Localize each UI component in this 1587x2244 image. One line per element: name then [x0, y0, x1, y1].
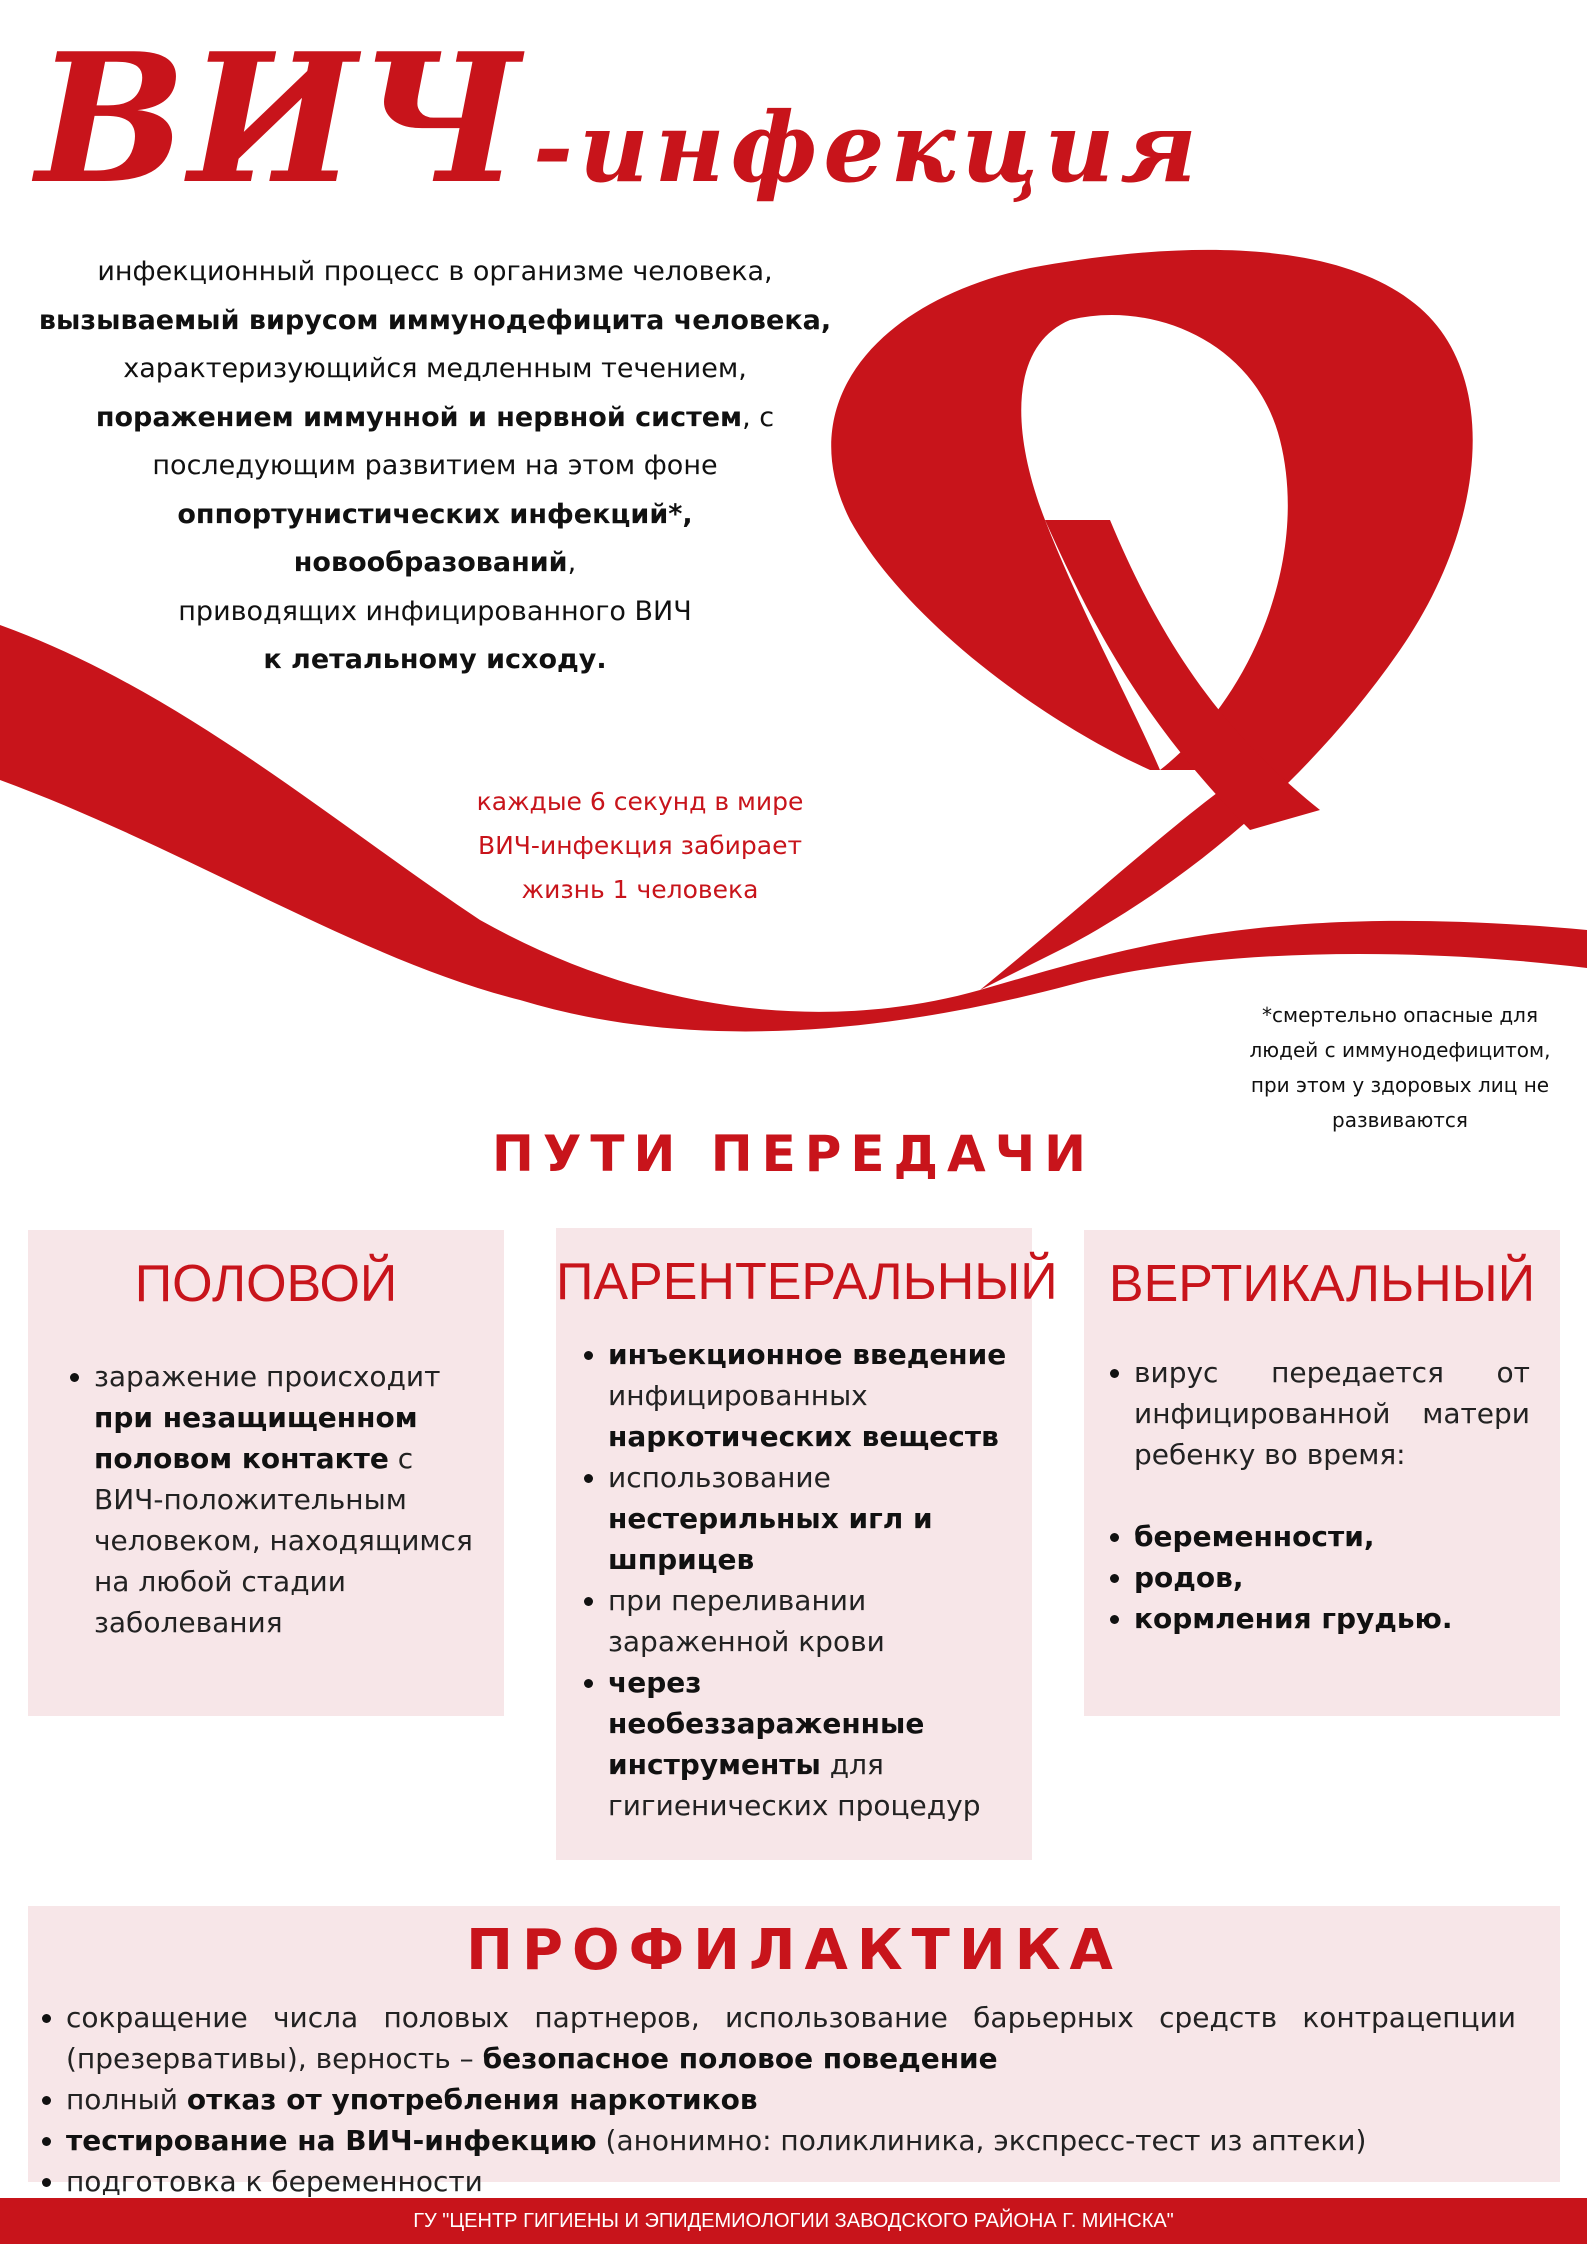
route-item: при переливании зараженной крови — [608, 1580, 1016, 1662]
footnote — [1210, 998, 1587, 1138]
prevention-item: полный отказ от употребления наркотиков — [66, 2079, 1516, 2120]
route-card-parenteral — [556, 1228, 1058, 1860]
definition-line: приводящих инфицированного ВИЧ — [178, 595, 692, 627]
prevention-list — [66, 1997, 1516, 2202]
main-title — [36, 14, 1203, 223]
route-title: ПОЛОВОЙ — [134, 1255, 398, 1313]
definition-line: инфекционный процесс в организме человека, — [97, 256, 773, 287]
hiv-definition — [20, 248, 850, 685]
intro-line: вирус передается от — [1134, 1356, 1530, 1389]
stat-line: ВИЧ-инфекция забирает — [477, 831, 803, 860]
definition-line: последующим развитием на этом фоне — [152, 450, 718, 481]
route-card-vertical — [1084, 1230, 1560, 1716]
definition-line: оппортунистических инфекций*, — [177, 498, 693, 530]
definition-line: новообразований, — [293, 547, 577, 578]
footnote-line: *смертельно опасные для — [1261, 1003, 1538, 1027]
footnote-line: при этом у здоровых лиц не — [1250, 1073, 1550, 1097]
title-infection: -инфекция — [533, 91, 1203, 204]
footnote-line: развиваются — [1332, 1108, 1468, 1132]
prevention-item: сокращение числа половых партнеров, использование барьерных средств контрацепции (презервативы), верность – безопасное половое поведение — [66, 1997, 1516, 2079]
intro-line: инфицированной матери — [1134, 1397, 1530, 1430]
prevention-panel — [28, 1906, 1560, 2198]
title-hiv: ВИЧ — [36, 14, 524, 223]
route-list — [94, 1356, 484, 1643]
route-item: использование нестерильных игл и шприцев — [608, 1457, 1016, 1580]
route-title: ВЕРТИКАЛЬНЫЙ — [1108, 1255, 1536, 1313]
route-item: через необеззараженные инструменты для гигиенических процедур — [608, 1662, 1016, 1826]
definition-line: характеризующийся медленным течением, — [123, 353, 747, 384]
stat-line: жизнь 1 человека — [521, 875, 759, 904]
route-list — [1134, 1352, 1530, 1639]
definition-line: вызываемый вирусом иммунодефицита человека, — [38, 304, 832, 336]
route-item: заражение происходит при незащищенном половом контакте с ВИЧ-положительным человеком, находящимся на любой стадии заболевания — [94, 1356, 484, 1643]
footnote-line: людей с иммунодефицитом, — [1249, 1038, 1551, 1062]
route-title: ПАРЕНТЕРАЛЬНЫЙ — [556, 1253, 1058, 1311]
stat-line: каждые 6 секунд в мире — [476, 787, 804, 816]
death-statistic — [400, 780, 880, 912]
route-item: беременности, — [1134, 1516, 1530, 1557]
route-list — [608, 1334, 1016, 1826]
route-item: родов, — [1134, 1557, 1530, 1598]
definition-line: поражением иммунной и нервной систем, с — [95, 401, 775, 433]
prevention-item: подготовка к беременности — [66, 2161, 1516, 2202]
route-item: инъекционное введение инфицированных наркотических веществ — [608, 1334, 1016, 1457]
footer-organization: ГУ "ЦЕНТР ГИГИЕНЫ И ЭПИДЕМИОЛОГИИ ЗАВОДСКОГО РАЙОНА Г. МИНСКА" — [0, 2198, 1587, 2244]
route-item — [1134, 1352, 1530, 1475]
prevention-item: тестирование на ВИЧ-инфекцию (анонимно: поликлиника, экспресс-тест из аптеки) — [66, 2120, 1516, 2161]
transmission-routes-heading: ПУТИ ПЕРЕДАЧИ — [491, 1125, 1096, 1183]
intro-line: ребенку во время: — [1134, 1438, 1406, 1471]
prevention-heading: ПРОФИЛАКТИКА — [466, 1918, 1122, 1983]
route-item: кормления грудью. — [1134, 1598, 1530, 1639]
route-card-sexual — [28, 1230, 504, 1716]
definition-line: к летальному исходу. — [263, 644, 607, 675]
